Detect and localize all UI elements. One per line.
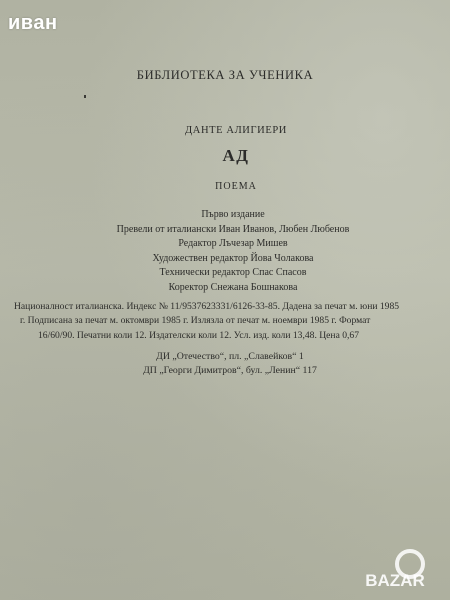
bazar-logo-text: BAZAR bbox=[365, 571, 425, 590]
credit-line: Технически редактор Спас Спасов bbox=[159, 267, 307, 279]
credit-line: Редактор Лъчезар Мишев bbox=[178, 238, 288, 250]
imprint-line: Националност италианска. Индекс № 11/9537623331/6126-33-85. Дадена за печат м. юни 1985 bbox=[14, 301, 400, 312]
publisher-line: ДИ „Отечество“, пл. „Славейков“ 1 bbox=[156, 351, 304, 362]
credit-line: Коректор Снежана Бошнакова bbox=[168, 281, 298, 293]
imprint-line: 16/60/90. Печатни коли 12. Издателски коли 12. Усл. изд. коли 13,48. Цена 0,67 bbox=[38, 329, 360, 341]
seller-watermark: иван bbox=[8, 12, 58, 34]
bazar-logo bbox=[346, 546, 444, 592]
book-title: АД bbox=[222, 146, 250, 165]
print-speck bbox=[84, 95, 86, 98]
imprint-block bbox=[14, 300, 436, 343]
credit-line: Първо издание bbox=[201, 209, 265, 220]
credits-block bbox=[0, 208, 450, 296]
publisher-line: ДП „Георги Димитров“, бул. „Ленин“ 117 bbox=[143, 365, 317, 377]
credit-line: Превели от италиански Иван Иванов, Любен Любенов bbox=[116, 223, 350, 235]
credit-line: Художествен редактор Йова Чолакова bbox=[152, 252, 314, 264]
author-name: ДАНТЕ АЛИГИЕРИ bbox=[185, 125, 287, 136]
imprint-line: г. Подписана за печат м. октомври 1985 г. Излязла от печат м. ноември 1985 г. Формат bbox=[20, 315, 371, 327]
publisher-block bbox=[0, 350, 450, 378]
series-title: БИБЛИОТЕКА ЗА УЧЕНИКА bbox=[136, 68, 314, 82]
book-subtitle: ПОЕМА bbox=[215, 181, 257, 192]
